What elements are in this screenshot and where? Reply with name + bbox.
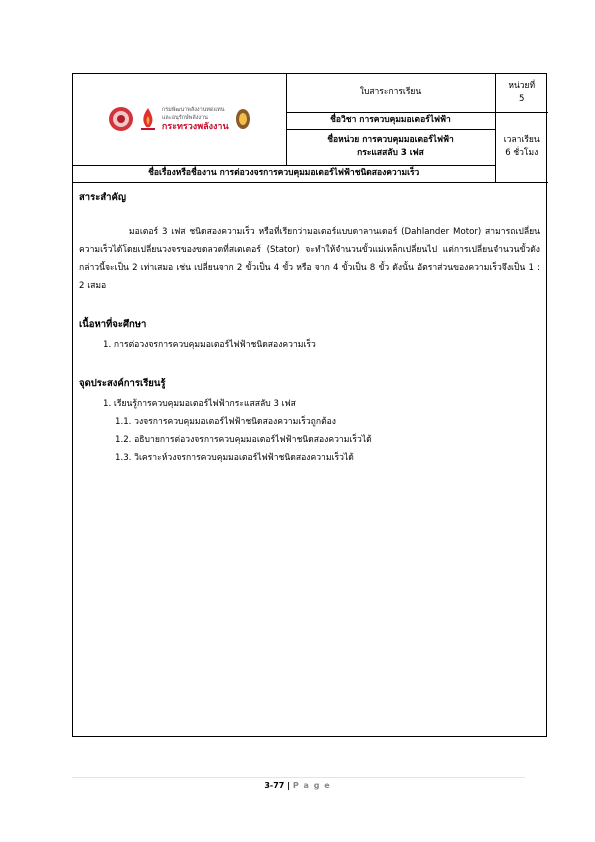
logo-cell — [73, 74, 286, 165]
objectives-title: จุดประสงค์การเรียนรู้ — [79, 378, 166, 389]
key-points-paragraph: มอเตอร์ 3 เฟส ชนิดสองความเร็ว หรือที่เรียกว่ามอเตอร์แบบดาลานเดอร์ (Dahlander Motor) สามารถเปลี่ยนความเร็วได้โดยเปลี่ยนวงจรของขดลวดที่สเตเตอร์ (Stator) จะทำให้จำนวนขั้วแม่เหล็กเปลี่ยนไป แต่การเปลี่ยนจำนวนขั้วดังกล่าวนี้จะเป็น 2 เท่าเสมอ เช่น เปลี่ยนจาก 2 ขั้วเป็น 4 ขั้ว หรือ จาก 4 ขั้วเป็น 8 ขั้ว ดังนั้น อัตราส่วนของความเร็วจึงเป็น 1 : 2 เสมอ — [79, 227, 540, 291]
org-line-3: กระทรวงพลังงาน — [161, 121, 229, 132]
key-points-title: สาระสำคัญ — [79, 192, 126, 203]
objective-sub-2: 1.2. อธิบายการต่อวงจรการควบคุมมอเตอร์ไฟฟ้าชนิดสองความเร็วได้ — [115, 435, 372, 445]
unit-name-line-2: กระแสสลับ 3 เฟส — [357, 148, 424, 158]
document-frame — [72, 73, 547, 737]
page-word: P a g e — [292, 781, 331, 790]
page-number: 3-77 — [264, 781, 285, 790]
org-line-2: และอนุรักษ์พลังงาน — [161, 114, 208, 121]
footer-divider — [72, 777, 525, 778]
topics-title: เนื้อหาที่จะศึกษา — [79, 319, 147, 330]
unit-number: 5 — [519, 93, 525, 104]
red-seal-icon — [108, 106, 134, 132]
subject-name: ชื่อวิชา การควบคุมมอเตอร์ไฟฟ้า — [330, 115, 451, 125]
objective-main: 1. เรียนรู้การควบคุมมอเตอร์ไฟฟ้ากระแสสลับ 3 เฟส — [103, 399, 296, 409]
unit-cell — [495, 74, 548, 112]
topic-cell — [73, 165, 495, 182]
objective-sub-1: 1.1. วงจรการควบคุมมอเตอร์ไฟฟ้าชนิดสองความเร็วถูกต้อง — [115, 417, 337, 427]
page-footer — [0, 781, 595, 790]
time-cell — [495, 112, 548, 182]
time-value: 6 ชั่วโมง — [505, 148, 539, 158]
unit-name-line-1: ชื่อหน่วย การควบคุมมอเตอร์ไฟฟ้า — [327, 135, 454, 145]
objective-sub-3: 1.3. วิเคราะห์วงจรการควบคุมมอเตอร์ไฟฟ้าชนิดสองความเร็วได้ — [115, 453, 354, 463]
emblem-icon — [235, 108, 251, 130]
content-area — [73, 184, 546, 467]
unit-name-cell — [286, 129, 495, 165]
org-line-1: กรมพัฒนาพลังงานทดแทน — [161, 106, 225, 113]
doc-type: ใบสาระการเรียน — [359, 87, 422, 98]
subject-cell — [286, 112, 495, 129]
topic-title: ชื่อเรื่องหรือชื่องาน การต่อวงจรการควบคุมมอเตอร์ไฟฟ้าชนิดสองความเร็ว — [148, 168, 420, 178]
topic-item: 1. การต่อวงจรการควบคุมมอเตอร์ไฟฟ้าชนิดสองความเร็ว — [103, 340, 316, 350]
unit-label: หน่วยที่ — [508, 80, 536, 91]
flame-logo-icon — [140, 107, 156, 131]
header-table — [73, 74, 548, 183]
doc-type-cell — [286, 74, 495, 112]
footer-separator: | — [287, 781, 291, 790]
time-label: เวลาเรียน — [503, 135, 540, 145]
